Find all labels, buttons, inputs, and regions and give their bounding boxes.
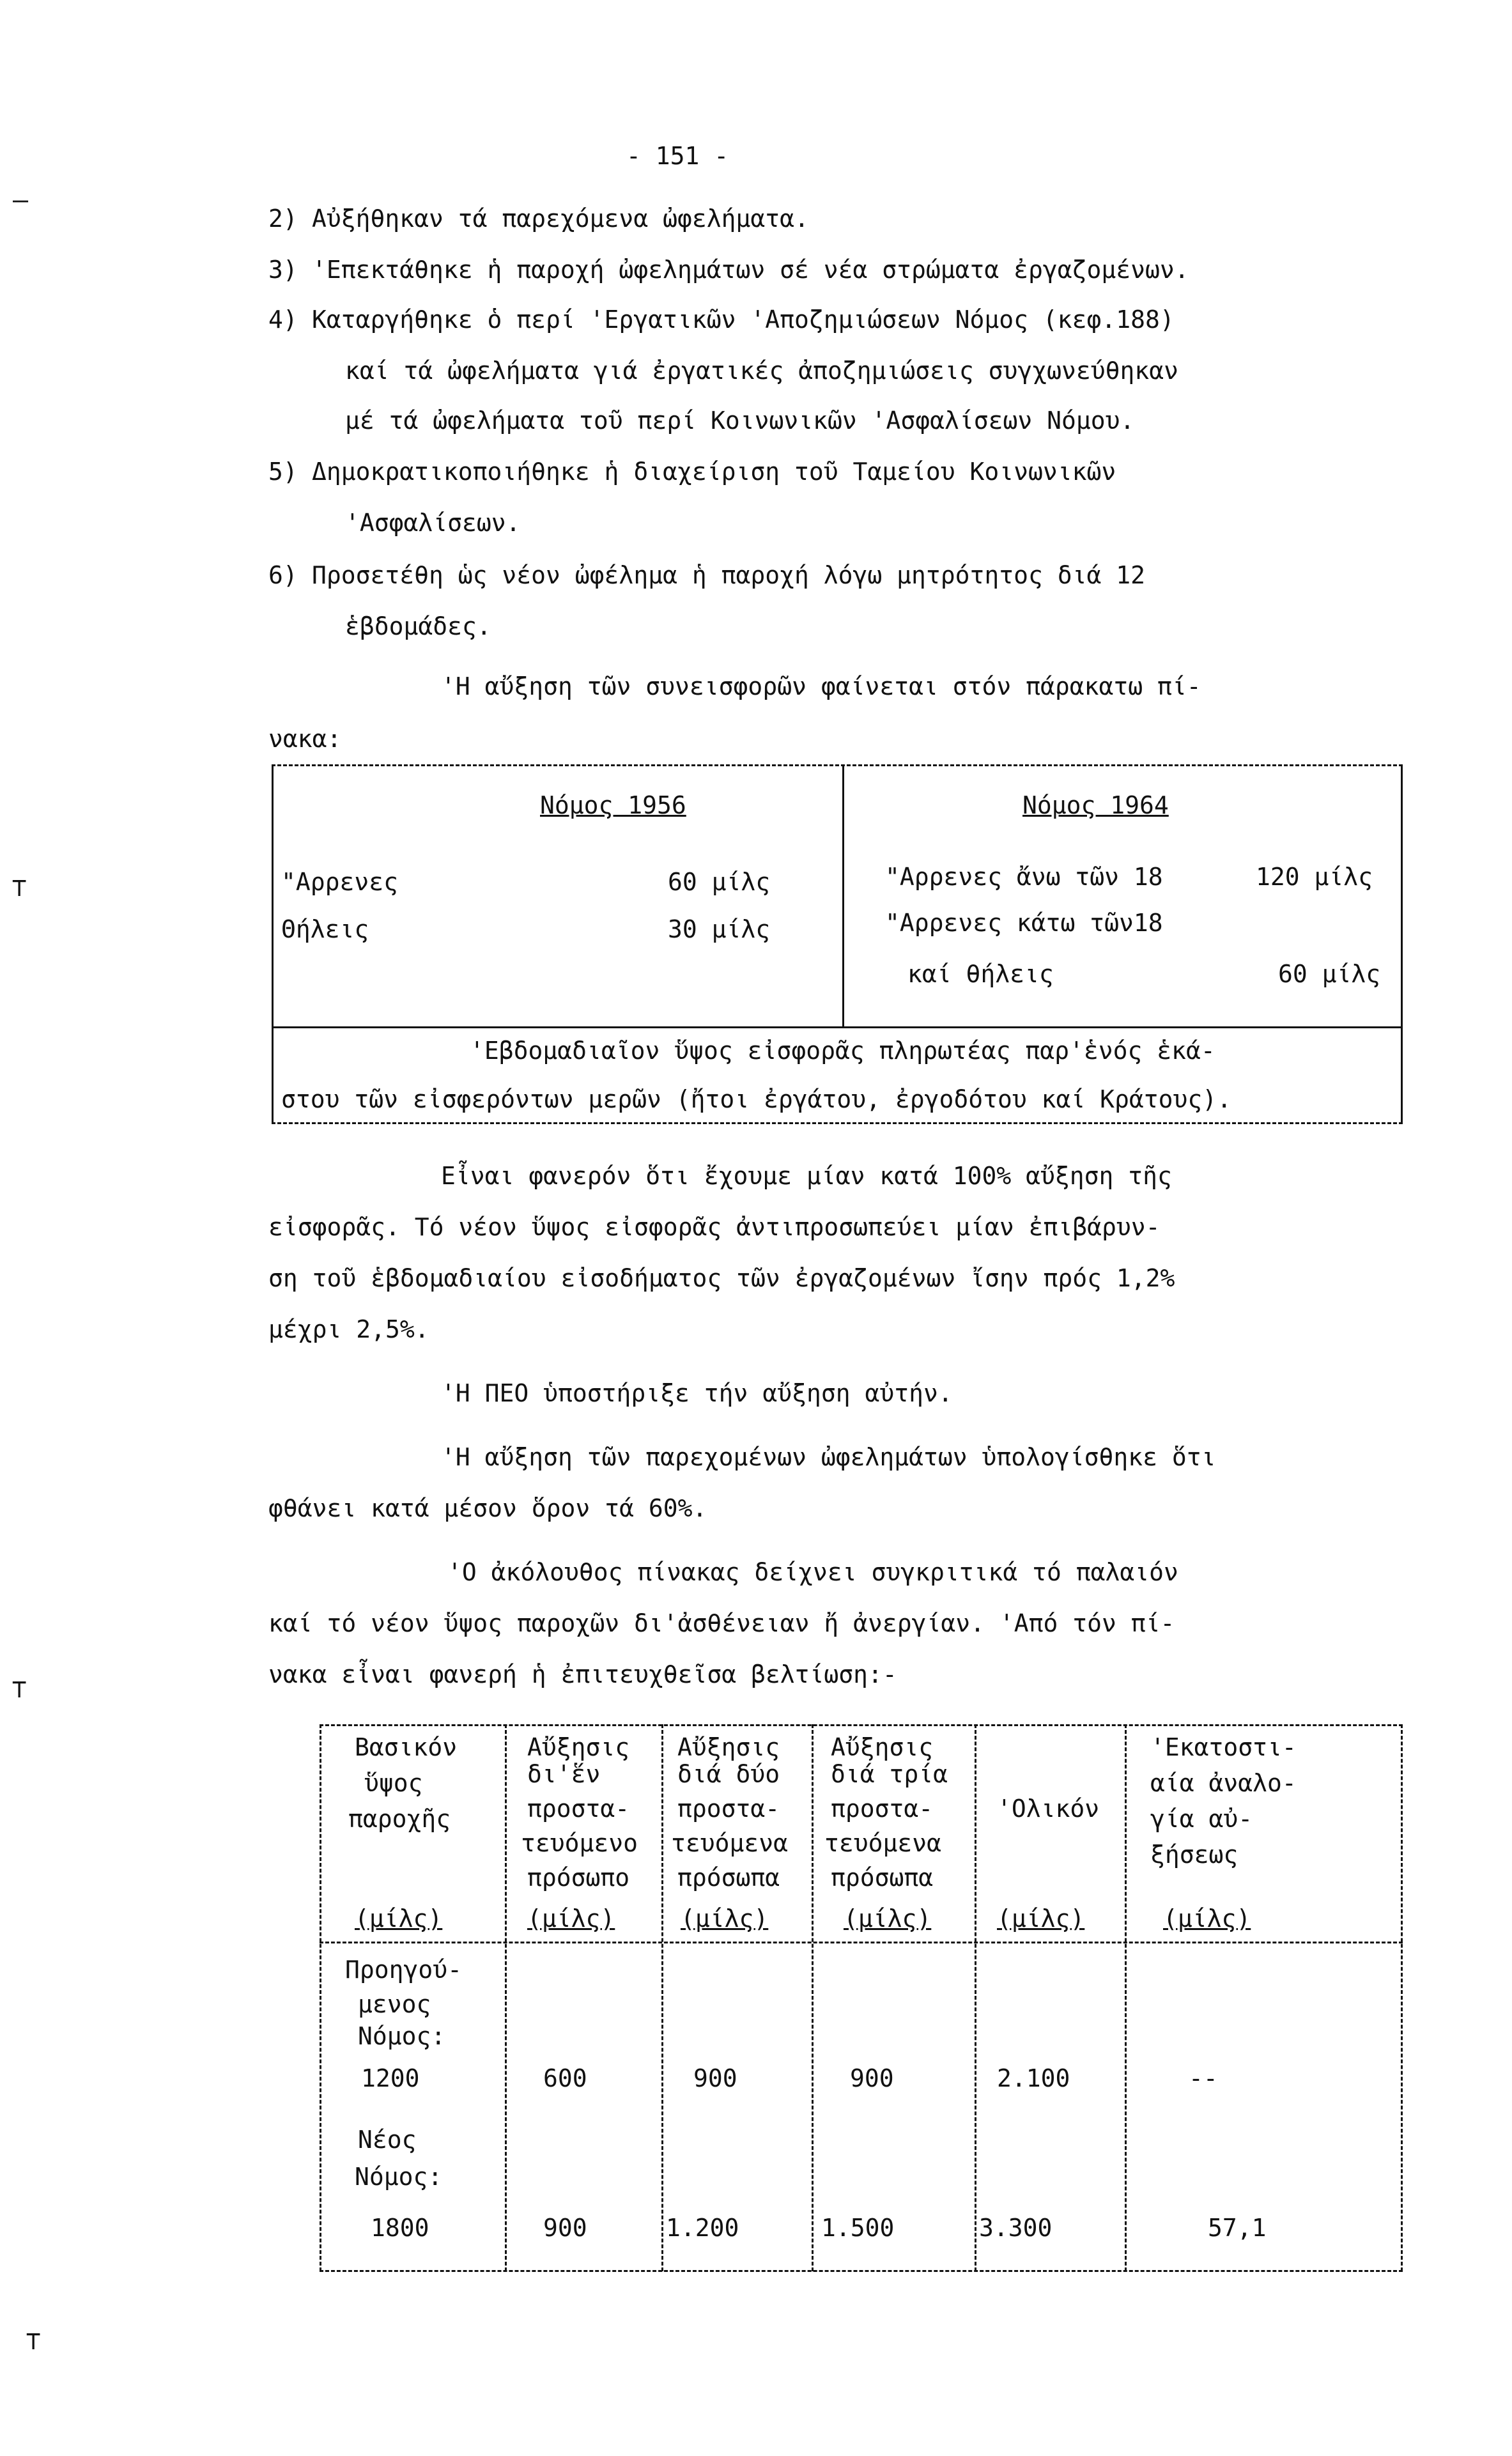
table-border [320,1724,321,2271]
law-1964-title: Νόμος 1964 [1022,791,1169,819]
margin-mark: — [13,185,29,215]
col-header: Αὔξησις [677,1733,780,1761]
col-header: 'Ολικόν [997,1795,1100,1823]
list-num: 2) [268,205,298,233]
margin-mark: ⊤ [26,2326,42,2356]
cell-value: 600 [543,2064,587,2092]
paragraph: νακα εἶναι φανερή ἡ ἐπιτευχθεῖσα βελτίωση:- [268,1660,897,1688]
col-header: ξήσεως [1150,1841,1238,1869]
paragraph: 'Η ΠΕΟ ὑποστήριξε τήν αὔξηση αὐτήν. [441,1379,953,1407]
table-divider [661,1724,663,2271]
table-divider [272,1026,1403,1028]
cell-value: 1200 [361,2064,420,2092]
table-border [1401,1724,1403,2271]
unit-label: (μίλς) [527,1904,615,1933]
col-header: διά τρία [831,1760,948,1788]
col-header: πρόσωπα [677,1864,780,1892]
list-item: Καταργήθηκε ὁ περί 'Εργατικῶν 'Αποζημιώσεων Νόμος (κεφ.188) [312,305,1175,334]
cell-value: -- [1189,2064,1218,2092]
col-header: προστα- [677,1795,780,1823]
table-divider [505,1724,507,2271]
cell-value: 900 [850,2064,894,2092]
law-1956-title: Νόμος 1956 [540,791,686,819]
list-item-cont: 'Ασφαλίσεων. [345,509,521,537]
col-header: Αὔξησις [831,1733,934,1761]
list-num: 3) [268,256,298,284]
list-num: 5) [268,458,298,486]
table-divider [812,1724,814,2271]
row-label: "Αρρενες ἄνω τῶν 18 [885,863,1163,891]
col-header: τευόμενα [824,1829,942,1857]
paragraph: 'Η αὔξηση τῶν παρεχομένων ὠφελημάτων ὑπολογίσθηκε ὅτι [441,1443,1216,1471]
col-header: διά δύο [677,1760,780,1788]
col-header: προστα- [831,1795,934,1823]
table-divider [975,1724,976,2271]
cell-value: 3.300 [979,2214,1053,2242]
paragraph: εἰσφορᾶς. Τό νέον ὕψος εἰσφορᾶς ἀντιπροσωπεύει μίαν ἐπιβάρυν- [268,1213,1161,1241]
col-header: γία αὐ- [1150,1805,1253,1833]
table-border [320,1724,1403,1726]
cell-value: 900 [543,2214,587,2242]
table-border [320,2270,1403,2272]
cell-value: 1.500 [821,2214,895,2242]
unit-label: (μίλς) [681,1904,769,1933]
row-label: Νόμος: [358,2022,446,2050]
list-num: 4) [268,305,298,334]
table-footnote: στου τῶν εἰσφερόντων μερῶν (ἤτοι ἐργάτου, ἐργοδότου καί Κράτους). [281,1085,1232,1113]
row-value: 30 μίλς [668,915,771,943]
cell-value: 2.100 [997,2064,1070,2092]
margin-mark: ⊤ [12,1674,27,1704]
col-header: πρόσωπο [527,1864,630,1892]
row-label: Νέος [358,2126,417,2154]
col-header: πρόσωπα [831,1864,934,1892]
table-divider [842,764,844,1026]
list-item: Δημοκρατικοποιήθηκε ἡ διαχείριση τοῦ Ταμείου Κοινωνικῶν [312,458,1116,486]
paragraph: μέχρι 2,5%. [268,1315,429,1343]
table-footnote: 'Εβδομαδιαῖον ὕψος εἰσφορᾶς πληρωτέας παρ'ἑνός ἑκά- [470,1037,1215,1065]
margin-mark: ⊤ [12,873,27,902]
row-label: Θήλεις [281,915,369,943]
table-divider [1125,1724,1127,2271]
paragraph: καί τό νέον ὕψος παροχῶν δι'ἀσθένειαν ἤ ἀνεργίαν. 'Από τόν πί- [268,1609,1175,1637]
list-item: Αὐξήθηκαν τά παρεχόμενα ὠφελήματα. [312,205,809,233]
row-label: "Αρρενες κάτω τῶν18 [885,909,1163,937]
list-item-cont: μέ τά ὠφελήματα τοῦ περί Κοινωνικῶν 'Ασφαλίσεων Νόμου. [345,406,1135,435]
col-header: τευόμενο [521,1829,638,1857]
col-header: 'Εκατοστι- [1150,1733,1297,1761]
cell-value: 900 [693,2064,737,2092]
col-header: προστα- [527,1795,630,1823]
list-item-cont: καί τά ὠφελήματα γιά ἐργατικές ἀποζημιώσεις συγχωνεύθηκαν [345,357,1179,385]
col-header: Αὔξησις [527,1733,630,1761]
paragraph: Εἶναι φανερόν ὅτι ἔχουμε μίαν κατά 100% αὔξηση τῆς [441,1162,1172,1190]
row-label: Προηγού- [345,1956,463,1984]
page-number: - 151 - [626,142,729,170]
row-value: 60 μίλς [1278,960,1381,988]
cell-value: 1800 [371,2214,429,2242]
unit-label: (μίλς) [997,1904,1085,1933]
row-label: μενος [358,1990,431,2018]
unit-label: (μίλς) [355,1904,443,1933]
paragraph: 'Η αὔξηση τῶν συνεισφορῶν φαίνεται στόν πάρακατω πί- [441,672,1201,700]
row-value: 120 μίλς [1256,863,1373,891]
table-border [272,764,1403,766]
row-label: Νόμος: [355,2163,443,2191]
paragraph: 'Ο ἀκόλουθος πίνακας δείχνει συγκριτικά τό παλαιόν [447,1558,1178,1586]
row-value: 60 μίλς [668,868,771,896]
cell-value: 1.200 [666,2214,739,2242]
cell-value: 57,1 [1208,2214,1267,2242]
row-label: καί θήλεις [907,960,1054,988]
col-header: αία ἀναλο- [1150,1769,1297,1797]
paragraph: νακα: [268,725,342,753]
list-item-cont: ἑβδομάδες. [345,612,491,640]
list-item: Προσετέθη ὡς νέον ὠφέλημα ἡ παροχή λόγω μητρότητος διά 12 [312,561,1146,589]
col-header: Βασικόν [355,1733,458,1761]
table-border [272,764,274,1122]
list-num: 6) [268,561,298,589]
table-border [272,1122,1403,1124]
col-header: τευόμενα [671,1829,789,1857]
col-header: ὕψος [364,1769,423,1797]
unit-label: (μίλς) [1163,1904,1251,1933]
col-header: παροχῆς [348,1805,451,1833]
table-divider [320,1942,1403,1943]
table-border [1401,764,1403,1122]
list-item: 'Επεκτάθηκε ἡ παροχή ὠφελημάτων σέ νέα στρώματα ἐργαζομένων. [312,256,1189,284]
col-header: δι'ἕν [527,1760,601,1788]
paragraph: φθάνει κατά μέσον ὅρον τά 60%. [268,1494,707,1522]
unit-label: (μίλς) [844,1904,932,1933]
row-label: "Αρρενες [281,868,399,896]
paragraph: ση τοῦ ἑβδομαδιαίου εἰσοδήματος τῶν ἐργαζομένων ἴσην πρός 1,2% [268,1264,1175,1292]
